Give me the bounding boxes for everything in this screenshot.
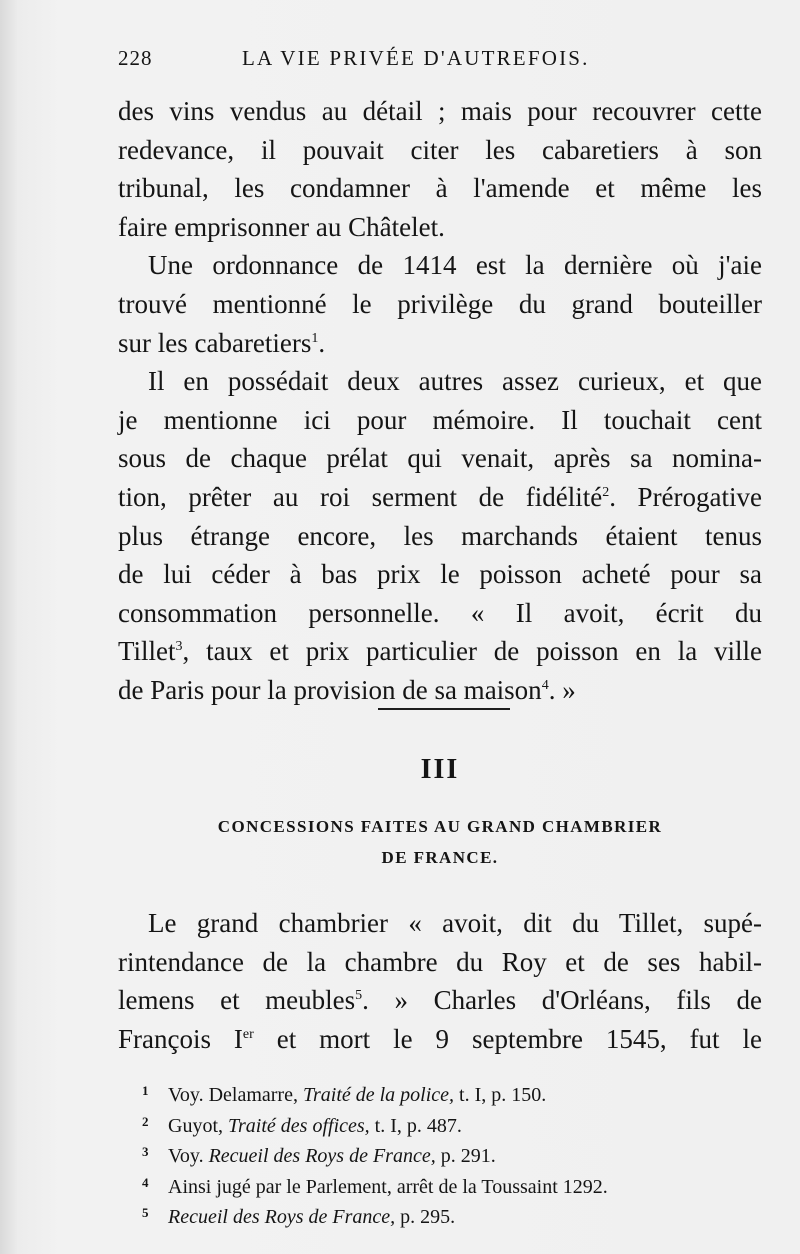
text-line: de lui céder à bas prix le poisson acheté pour sa: [118, 559, 762, 590]
body-text-section-2: [118, 904, 762, 1058]
footnote: 5 Recueil des Roys de France, p. 295.: [142, 1205, 456, 1228]
text-line: tion, prêter au roi serment de fidélité$^2$. Prérogative: [118, 481, 763, 512]
footnote-ref-1: 1: [311, 330, 319, 346]
section-number: III: [420, 754, 460, 785]
text-line: faire emprisonner au Châtelet.: [118, 211, 445, 242]
footnote: 3 Voy. Recueil des Roys de France, p. 291.: [142, 1144, 496, 1167]
text-line: Il en possédait deux autres assez curieux, et que: [148, 366, 762, 397]
footnotes: [142, 1078, 762, 1231]
text-line: des vins vendus au détail ; mais pour recouvrer cette: [118, 96, 762, 126]
text-line: de Paris pour la provision de sa maison$^4$. »: [118, 674, 576, 705]
footnote-ref-2: 2: [602, 484, 610, 500]
footnote: 2 Guyot, Traité des offices, t. I, p. 487.: [142, 1113, 462, 1137]
page-number: 228: [118, 46, 153, 70]
text-line: consommation personnelle. « Il avoit, écrit du: [118, 597, 762, 628]
body-text-section-1: [118, 92, 762, 710]
footnote-ref-4: 4: [541, 677, 549, 693]
footnote: 1 Voy. Delamarre, Traité de la police, t. I, p. 150.: [142, 1083, 547, 1106]
running-title: LA VIE PRIVÉE D'AUTREFOIS.: [242, 46, 590, 70]
text-line: redevance, il pouvait citer les cabaretiers à son: [118, 134, 762, 165]
text-line: Une ordonnance de 1414 est la dernière où j'aie: [148, 250, 762, 281]
text-line: sur les cabaretiers$^1$.: [118, 327, 326, 358]
text-line: lemens et meubles$^5$. » Charles d'Orléans, fils de: [118, 985, 762, 1016]
footnote-ref-5: 5: [355, 988, 363, 1004]
section-divider: [378, 708, 510, 710]
section-title-line-2: DE FRANCE.: [381, 848, 499, 867]
text-line: rintendance de la chambre du Roy et de ses habil-: [118, 946, 762, 977]
text-line: trouvé mentionné le privilège du grand bouteiller: [118, 288, 762, 319]
footnote-ref-3: 3: [175, 639, 183, 655]
text-line: plus étrange encore, les marchands étaient tenus: [118, 520, 762, 551]
footnote: 4 Ainsi jugé par le Parlement, arrêt de la Toussaint 1292.: [142, 1174, 608, 1198]
text-line: François Ier et mort le 9 septembre 1545, fut le: [118, 1023, 762, 1054]
text-line: je mentionne ici pour mémoire. Il touchait cent: [118, 404, 762, 435]
text-line: Tillet$^3$, taux et prix particulier de poisson en la ville: [118, 636, 762, 667]
page-header: [118, 46, 758, 71]
text-line: sous de chaque prélat qui venait, après sa nomina-: [118, 443, 762, 474]
section-title-line-1: CONCESSIONS FAITES AU GRAND CHAMBRIER: [217, 817, 663, 836]
text-line: Le grand chambrier « avoit, dit du Tillet, supé-: [148, 908, 762, 938]
text-line: tribunal, les condamner à l'amende et même les: [118, 173, 762, 204]
